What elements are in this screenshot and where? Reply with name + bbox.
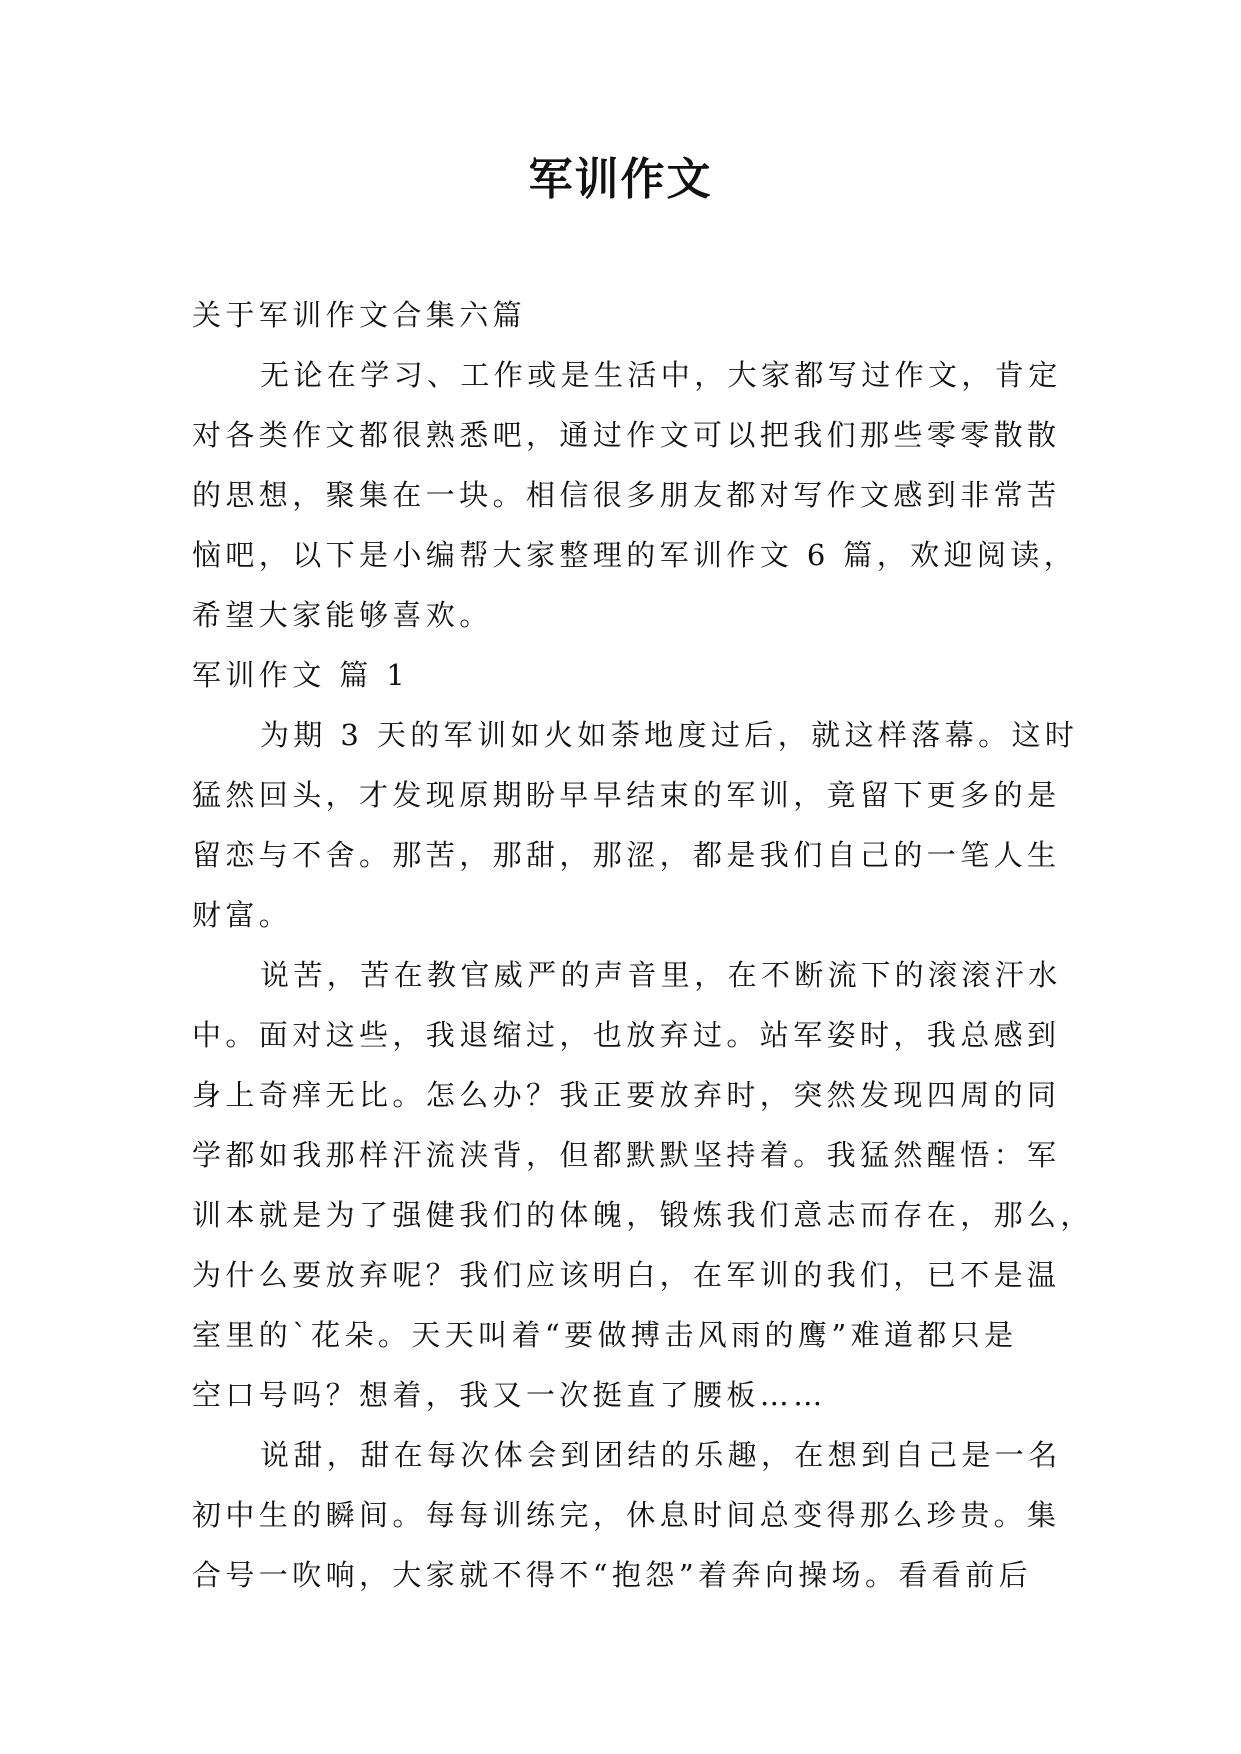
paragraph-line: 留恋与不舍。那苦，那甜，那涩，都是我们自己的一笔人生 (192, 838, 1061, 872)
paragraph-line: 训本就是为了强健我们的体魄，锻炼我们意志而存在，那么， (192, 1198, 1094, 1232)
paragraph-line: 合号一吹响，大家就不得不“抱怨”着奔向操场。看看前后 (192, 1558, 1033, 1592)
paragraph-line: 恼吧，以下是小编帮大家整理的军训作文 6 篇，欢迎阅读， (192, 538, 1078, 572)
paragraph-line: 无论在学习、工作或是生活中，大家都写过作文，肯定 (260, 358, 1062, 392)
paragraph-line: 身上奇痒无比。怎么办？我正要放弃时，突然发现四周的同 (192, 1078, 1061, 1112)
paragraph-line: 室里的`花朵。天天叫着“要做搏击风雨的鹰”难道都只是 (192, 1318, 1018, 1352)
paragraph-line: 对各类作文都很熟悉吧，通过作文可以把我们那些零零散散 (192, 418, 1061, 452)
paragraph-line: 的思想，聚集在一块。相信很多朋友都对写作文感到非常苦 (192, 478, 1061, 512)
paragraph-line: 空口号吗？想着，我又一次挺直了腰板…… (192, 1378, 827, 1412)
section-heading: 军训作文 篇 1 (192, 658, 410, 692)
paragraph-line: 学都如我那样汗流浃背，但都默默坚持着。我猛然醒悟：军 (192, 1138, 1061, 1172)
document-title: 军训作文 (528, 154, 713, 205)
paragraph-line: 希望大家能够喜欢。 (192, 598, 493, 632)
subtitle-line: 关于军训作文合集六篇 (192, 298, 527, 332)
paragraph-line: 说甜，甜在每次体会到团结的乐趣，在想到自己是一名 (260, 1438, 1062, 1472)
paragraph-line: 财富。 (192, 898, 293, 932)
paragraph-line: 猛然回头，才发现原期盼早早结束的军训，竟留下更多的是 (192, 778, 1061, 812)
paragraph-line: 为什么要放弃呢？我们应该明白，在军训的我们，已不是温 (192, 1258, 1061, 1292)
paragraph-line: 为期 3 天的军训如火如荼地度过后，就这样落幕。这时 (260, 718, 1079, 752)
document-body (192, 285, 1094, 1605)
paragraph-line: 中。面对这些，我退缩过，也放弃过。站军姿时，我总感到 (192, 1018, 1061, 1052)
paragraph-line: 初中生的瞬间。每每训练完，休息时间总变得那么珍贵。集 (192, 1498, 1061, 1532)
paragraph-line: 说苦，苦在教官威严的声音里，在不断流下的滚滚汗水 (260, 958, 1062, 992)
